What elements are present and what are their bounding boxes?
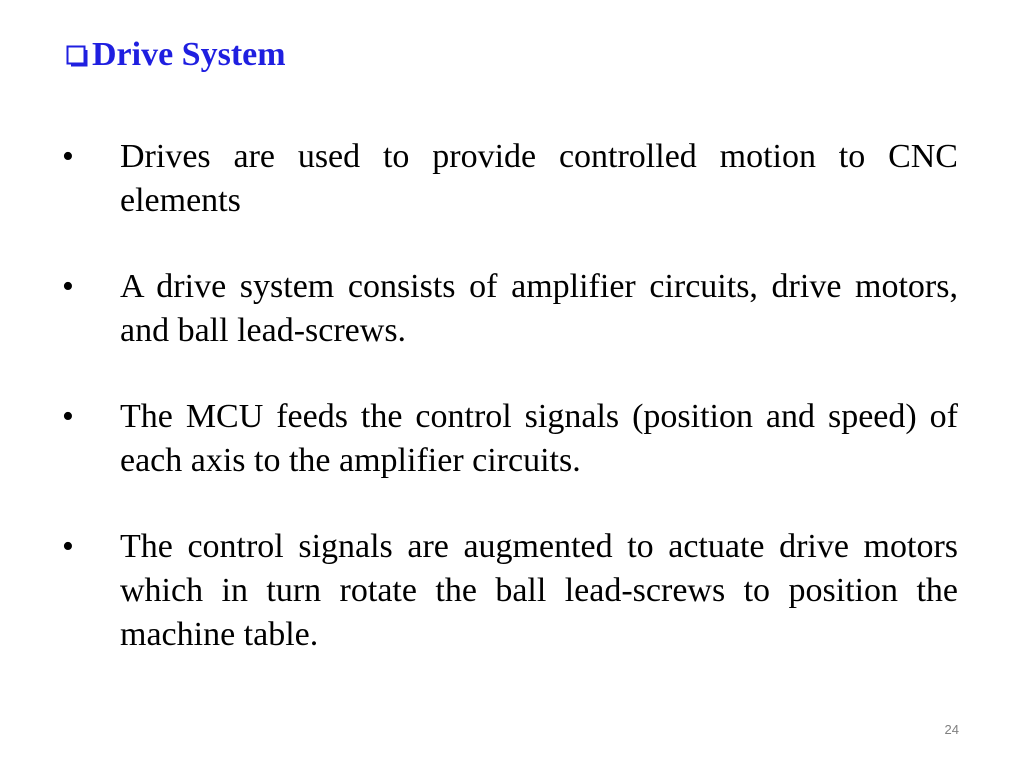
- bullet-text: Drives are used to provide controlled motion to CNC elements: [120, 138, 958, 219]
- list-item: [62, 135, 958, 223]
- bullet-text: The MCU feeds the control signals (position and speed) of each axis to the amplifier circuits.: [120, 398, 958, 479]
- page-number: 24: [944, 722, 959, 737]
- bullet-icon: •: [62, 398, 74, 435]
- bullet-icon: •: [62, 528, 74, 565]
- bullet-icon: •: [62, 268, 74, 305]
- bullet-list: [62, 135, 958, 657]
- list-item: [62, 395, 958, 483]
- slide-title: [66, 36, 286, 74]
- bullet-text: A drive system consists of amplifier circuits, drive motors, and ball lead-screws.: [120, 268, 958, 349]
- bullet-icon: •: [62, 138, 74, 175]
- list-item: [62, 265, 958, 353]
- bullet-text: The control signals are augmented to actuate drive motors which in turn rotate the ball lead-screws to position the machine table.: [120, 528, 958, 653]
- checkbox-square-icon: [66, 45, 88, 67]
- list-item: [62, 525, 958, 657]
- slide-title-text: Drive System: [92, 36, 286, 73]
